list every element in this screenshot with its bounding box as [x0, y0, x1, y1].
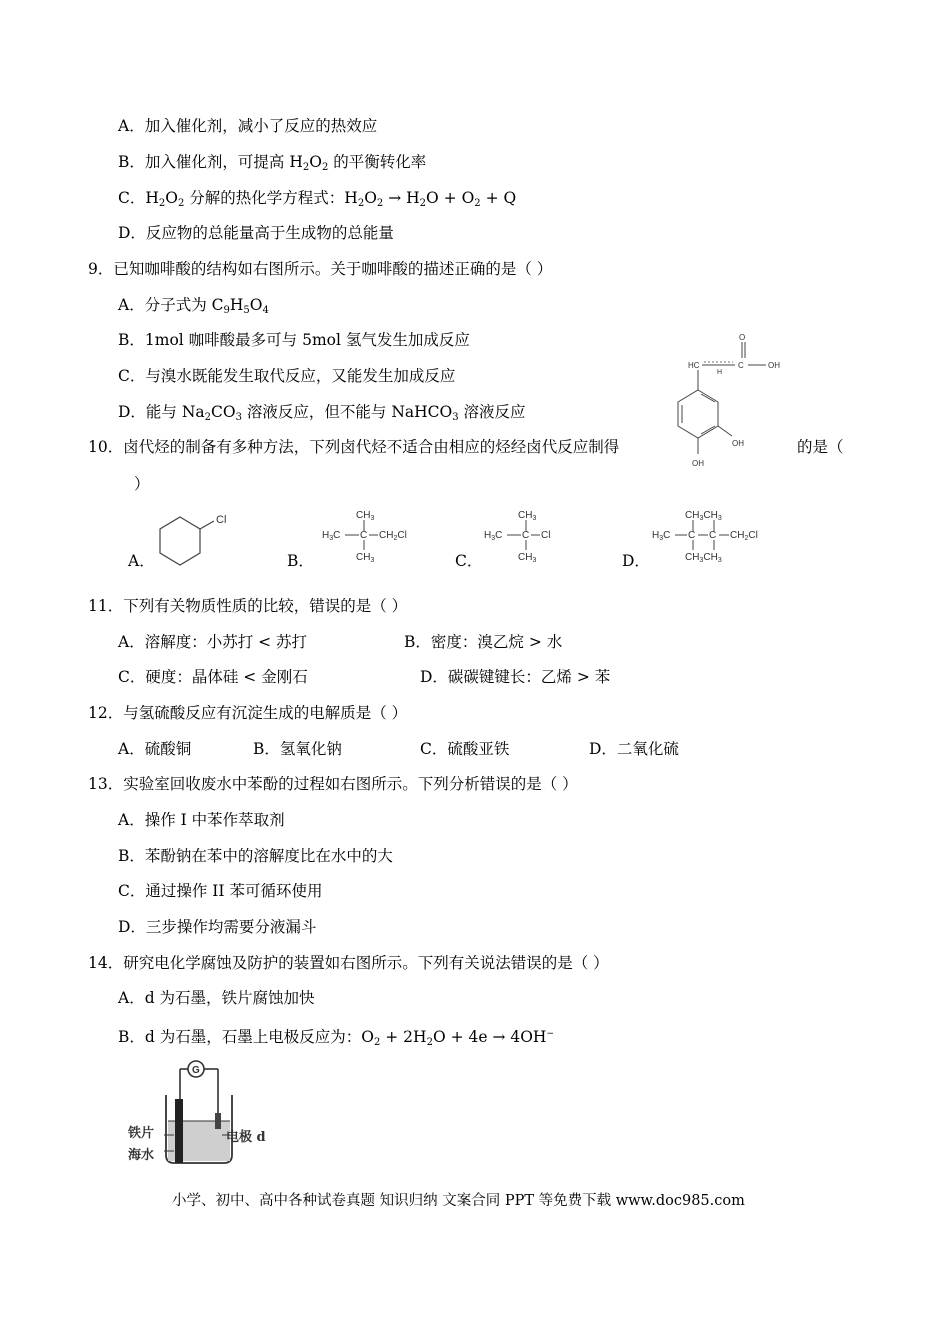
svg-text:铁片: 铁片 [128, 1126, 155, 1141]
svg-text:Cl: Cl [216, 514, 227, 526]
svg-text:CH3: $CH_3$ [356, 552, 375, 564]
q11-option-d: D．碳碳键键长：乙烯 > 苯 [420, 668, 611, 686]
electrode-d [215, 1113, 221, 1129]
svg-text:Cl: Cl [541, 530, 551, 541]
q12-option-d: D．二氧化硫 [589, 740, 679, 758]
svg-text:CH2Cl: $CH_2Cl$ [730, 530, 758, 542]
q11-option-a: A．溶解度：小苏打 < 苏打 [118, 633, 308, 651]
caffeic-acid-structure [660, 330, 800, 475]
q12-stem: 12．与氢硫酸反应有沉淀生成的电解质是（ ） [88, 704, 408, 722]
svg-text:H3C: $H_3C$ [652, 530, 671, 542]
q9-option-c: C．与溴水既能发生取代反应，又能发生加成反应 [118, 367, 456, 385]
svg-text:电极 d: 电极 d [226, 1130, 266, 1145]
svg-text:H: H [717, 369, 723, 376]
page-footer: 小学、初中、高中各种试卷真题 知识归纳 文案合同 PPT 等免费下载 www.doc985.com [172, 1193, 745, 1209]
q9-option-a: A．分子式为 $C_9H_5O_4$ [118, 296, 269, 316]
iron-plate [175, 1099, 183, 1163]
q10-option-b-structure [318, 505, 428, 565]
q14-option-a: A．d 为石墨，铁片腐蚀加快 [118, 989, 315, 1007]
svg-text:CH3: $CH_3$ [518, 510, 537, 522]
q9-option-b: B．1mol 咖啡酸最多可与 5mol 氢气发生加成反应 [118, 331, 470, 349]
q14-option-b: B．d 为石墨，石墨上电极反应为：$O_2 + 2H_2O + 4e \to 4OH^-$ [118, 1028, 554, 1048]
q11-option-b: B．密度：溴乙烷 > 水 [404, 633, 563, 651]
svg-text:C: C [709, 530, 717, 541]
q13-option-d: D．三步操作均需要分液漏斗 [118, 918, 317, 936]
q8-option-a: A．加入催化剂，减小了反应的热效应 [118, 117, 378, 135]
q10-option-b-letter: B． [287, 552, 314, 570]
q10-option-c-structure [482, 505, 562, 565]
svg-text:O: O [739, 333, 746, 342]
svg-text:C: C [360, 530, 368, 541]
q10-stem-end: 的是（ [797, 438, 844, 456]
svg-text:C: C [738, 361, 744, 370]
svg-text:CH2Cl: $CH_2Cl$ [379, 530, 407, 542]
svg-text:CH3CH3: $CH_3CH_3$ [685, 552, 722, 564]
q12-option-c: C．硫酸亚铁 [420, 740, 510, 758]
q9-stem: 9．已知咖啡酸的结构如右图所示。关于咖啡酸的描述正确的是（ ） [88, 260, 553, 278]
q9-option-d: D．能与 $Na_2CO_3$ 溶液反应，但不能与 NaHCO$_3$ 溶液反应 [118, 403, 526, 423]
q12-option-a: A．硫酸铜 [118, 740, 192, 758]
q10-option-a-structure [148, 505, 238, 575]
electrochemistry-apparatus [126, 1055, 286, 1170]
svg-text:CH3: $CH_3$ [356, 510, 375, 522]
q13-option-a: A．操作 I 中苯作萃取剂 [118, 811, 285, 829]
q11-stem: 11．下列有关物质性质的比较，错误的是（ ） [88, 597, 408, 615]
svg-text:C: C [522, 530, 530, 541]
q11-option-c: C．硬度：晶体硅 < 金刚石 [118, 668, 308, 686]
svg-text:CH3: $CH_3$ [518, 552, 537, 564]
q8-option-b: B．加入催化剂，可提高 $H_2O_2$ 的平衡转化率 [118, 153, 427, 173]
svg-text:CH3CH3: $CH_3CH_3$ [685, 510, 722, 522]
q10-option-d-structure [650, 505, 770, 565]
q13-option-c: C．通过操作 II 苯可循环使用 [118, 882, 323, 900]
q14-stem: 14．研究电化学腐蚀及防护的装置如右图所示。下列有关说法错误的是（ ） [88, 954, 609, 972]
q10-option-c-letter: C． [455, 552, 483, 570]
q13-stem: 13．实验室回收废水中苯酚的过程如右图所示。下列分析错误的是（ ） [88, 775, 578, 793]
svg-text:OH: OH [732, 439, 744, 448]
svg-text:H3C: $H_3C$ [322, 530, 341, 542]
q10-stem-close: ） [134, 475, 150, 493]
q13-option-b: B．苯酚钠在苯中的溶解度比在水中的大 [118, 847, 393, 865]
svg-text:HC: HC [688, 361, 700, 370]
svg-text:C: C [688, 530, 696, 541]
q10-option-d-letter: D． [622, 552, 650, 570]
q8-option-d: D．反应物的总能量高于生成物的总能量 [118, 224, 394, 242]
q12-option-b: B．氢氧化钠 [253, 740, 342, 758]
svg-text:OH: OH [692, 459, 704, 468]
svg-text:H3C: $H_3C$ [484, 530, 503, 542]
svg-text:海水: 海水 [128, 1148, 155, 1163]
q10-option-a-letter: A． [128, 552, 155, 570]
q8-option-c: C．$H_2O_2$ 分解的热化学方程式：$H_2O_2 \to H_2O + O_2 + Q$ [118, 189, 517, 209]
svg-text:G: G [192, 1065, 200, 1076]
svg-text:OH: OH [768, 361, 780, 370]
q10-stem: 10．卤代烃的制备有多种方法，下列卤代烃不适合由相应的烃经卤代反应制得 [88, 438, 620, 456]
